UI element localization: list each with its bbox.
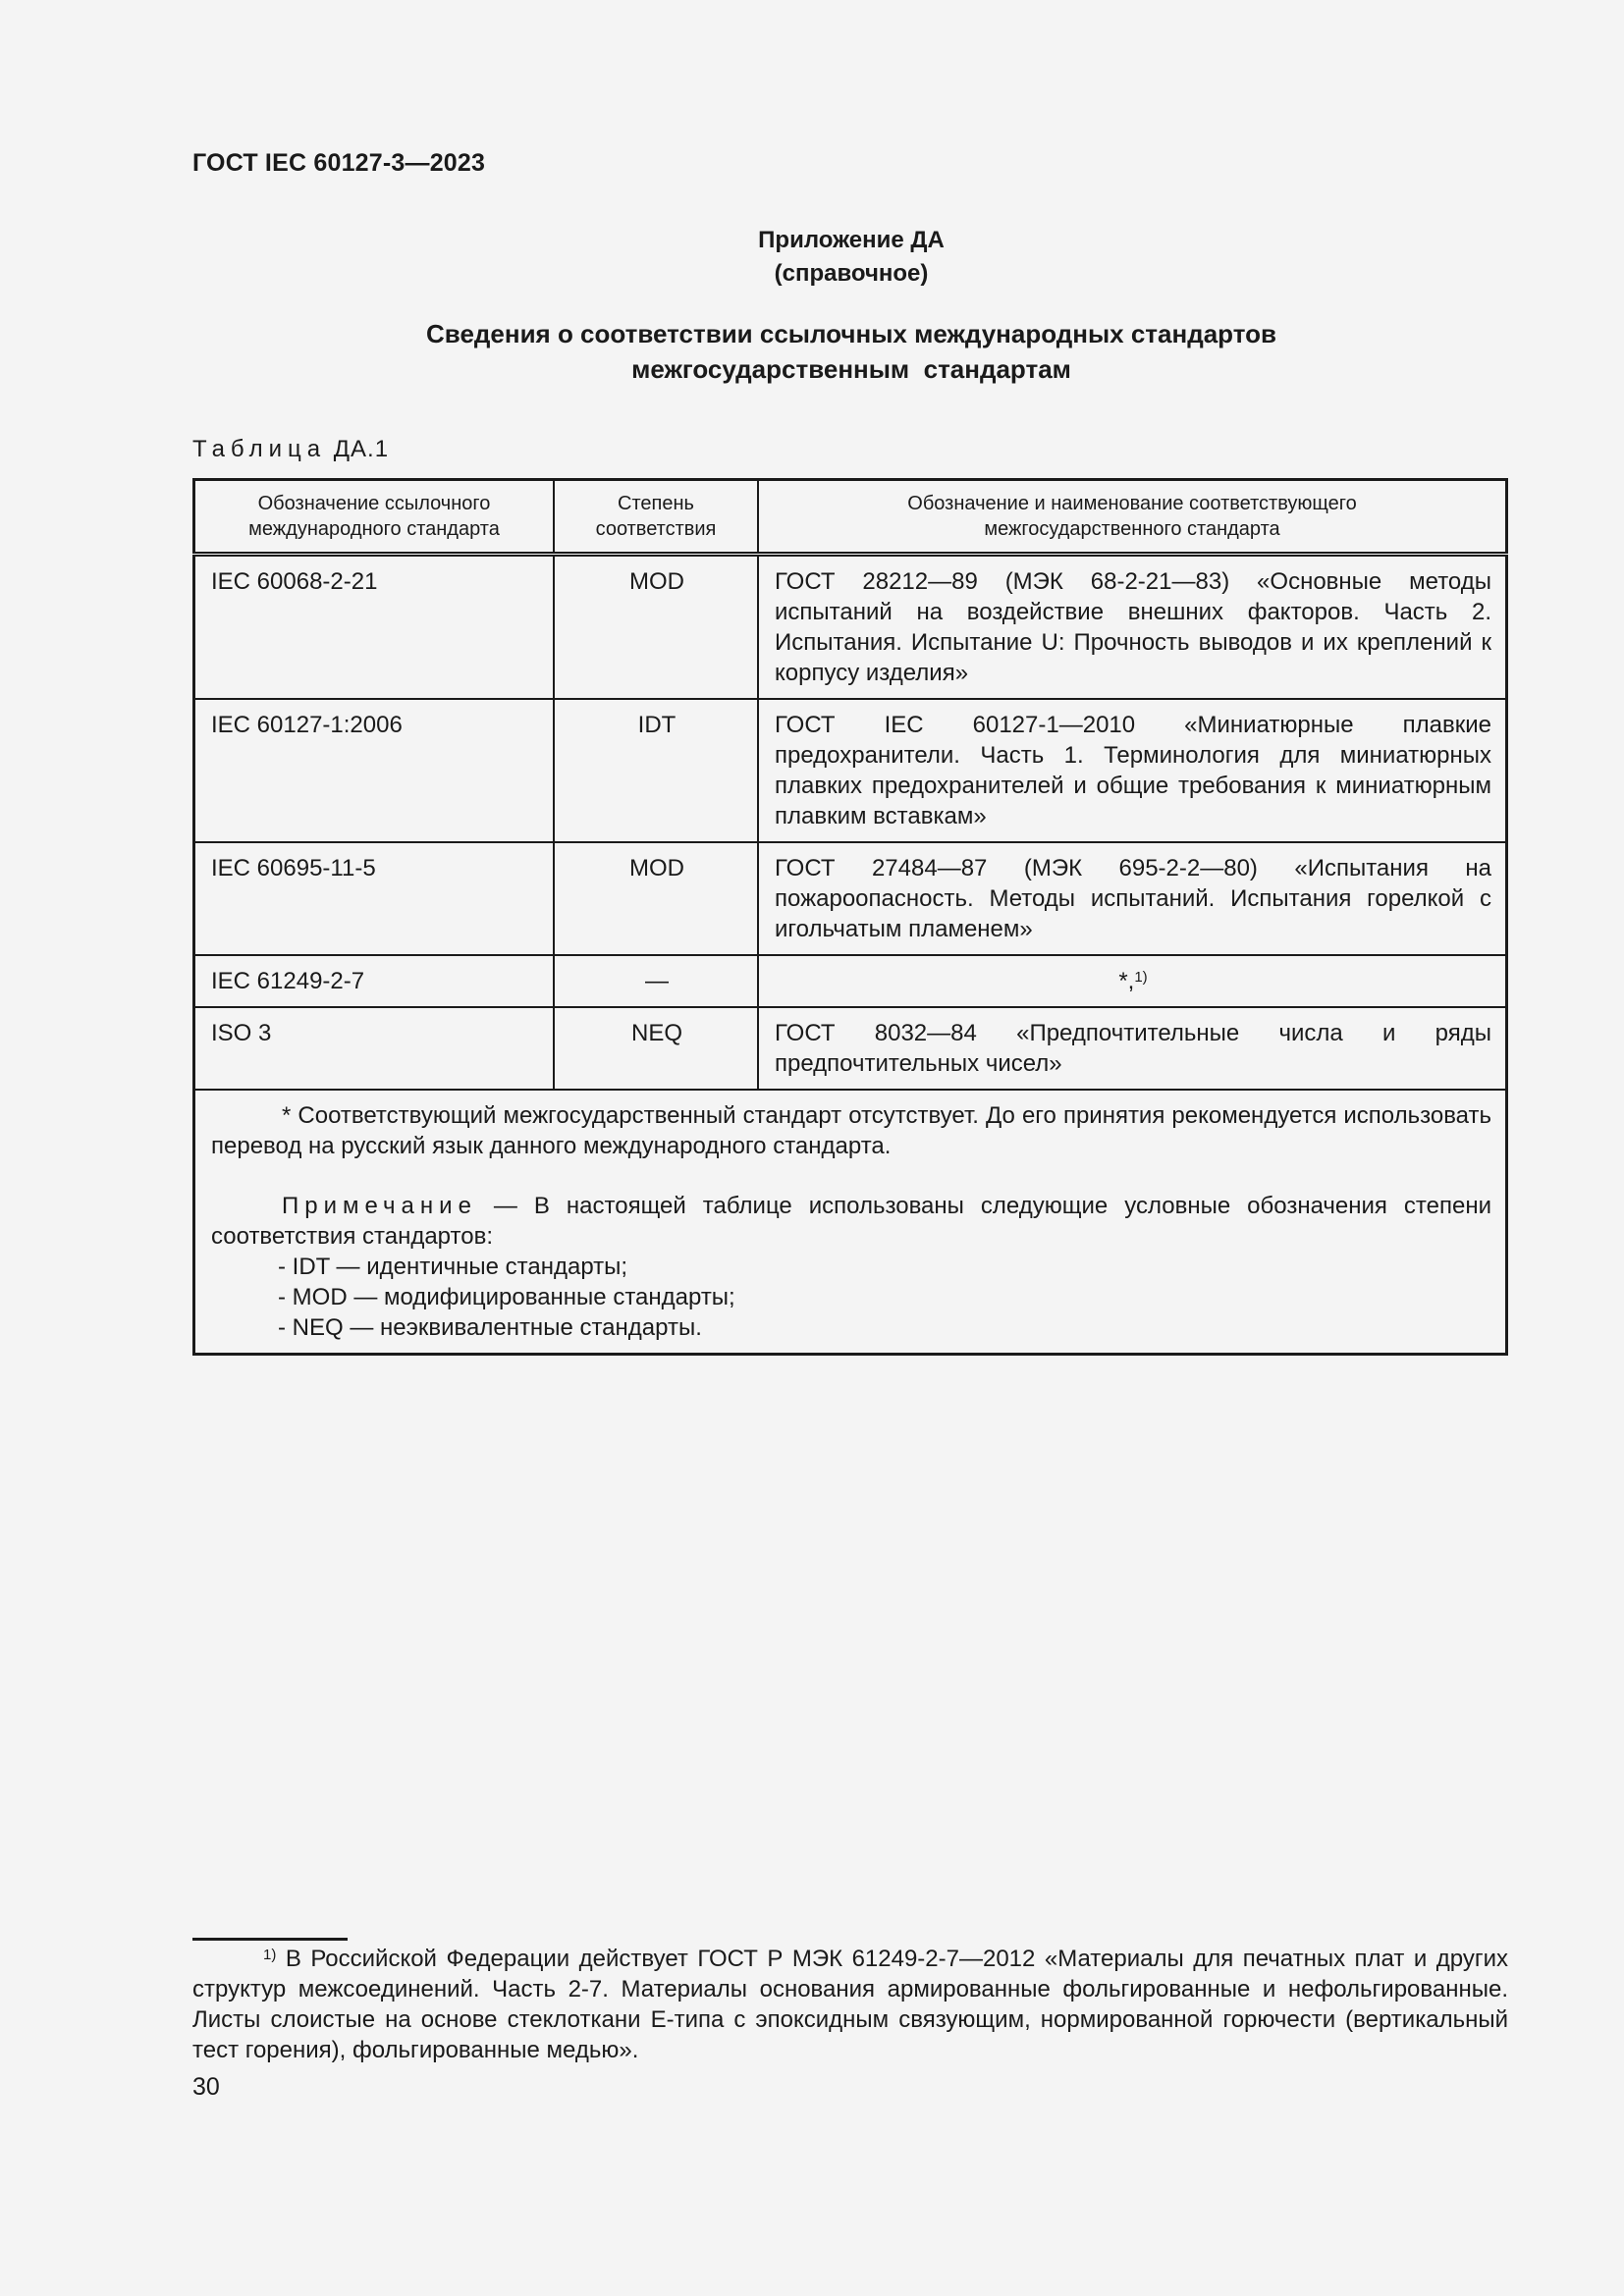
page-number: 30	[192, 2073, 220, 2101]
table-notes-cell	[194, 1090, 1507, 1355]
absent-standard-marker: *,	[1118, 968, 1135, 994]
column-header-interstate-standard	[758, 480, 1507, 555]
section-heading	[0, 316, 1624, 387]
footnote-separator	[192, 1938, 348, 1941]
cell-international-standard: IEC 60068-2-21	[194, 555, 555, 700]
note-label: Примечание	[282, 1193, 477, 1219]
cell-interstate-standard: ГОСТ 28212—89 (МЭК 68-2-21—83) «Основные методы испытаний на воздействие внешних факторов. Часть 2. Испытания. Испытание U: Прочность выводов и их креплений к корпусу изделия»	[758, 555, 1507, 700]
cell-international-standard: ISO 3	[194, 1007, 555, 1090]
standards-table	[192, 478, 1508, 1356]
cell-degree: MOD	[554, 555, 758, 700]
appendix-title: Приложение ДА	[758, 227, 945, 253]
column-header-line: межгосударственного стандарта	[984, 518, 1280, 540]
footnote-reference: 1)	[1134, 969, 1148, 986]
cell-international-standard: IEC 60695-11-5	[194, 842, 555, 955]
footnote-text: В Российской Федерации действует ГОСТ Р МЭК 61249-2-7—2012 «Материалы для печатных плат и других структур межсоединений. Часть 2-7. Материалы основания армированные фольгированные и нефольгированные. Листы слоистые на основе стеклоткани Е-типа с эпоксидным связующим, нормированной горючести (вертикальный тест горения), фольгированные медью».	[192, 1946, 1508, 2063]
table-notes-row	[194, 1090, 1507, 1355]
cell-degree: IDT	[554, 699, 758, 842]
star-note: * Соответствующий межгосударственный стандарт отсутствует. До его принятия рекомендуется использовать перевод на русский язык данного международного стандарта.	[211, 1102, 1491, 1159]
table-row	[194, 955, 1507, 1007]
column-header-international-standard	[194, 480, 555, 555]
table-row	[194, 1007, 1507, 1090]
cell-degree: —	[554, 955, 758, 1007]
column-header-line: международного стандарта	[248, 518, 500, 540]
column-header-line: Обозначение ссылочного	[257, 493, 491, 514]
footnote-marker: 1)	[263, 1947, 277, 1963]
cell-interstate-standard: ГОСТ 8032—84 «Предпочтительные числа и ряды предпочтительных чисел»	[758, 1007, 1507, 1090]
column-header-line: соответствия	[595, 518, 717, 540]
section-heading-line1: Сведения о соответствии ссылочных международных стандартов	[426, 319, 1276, 348]
cell-interstate-standard	[758, 955, 1507, 1007]
note-item: - NEQ — неэквивалентные стандарты.	[278, 1314, 702, 1341]
column-header-line: Степень	[618, 493, 694, 514]
table-caption-word: Таблица	[192, 436, 327, 462]
table-header-row	[194, 480, 1507, 555]
column-header-degree	[554, 480, 758, 555]
footnote	[192, 1944, 1508, 2065]
cell-interstate-standard: ГОСТ 27484—87 (МЭК 695-2-2—80) «Испытания на пожароопасность. Методы испытаний. Испытания горелкой с игольчатым пламенем»	[758, 842, 1507, 955]
table-caption	[192, 436, 389, 463]
notes-spacer	[211, 1161, 1491, 1191]
note-text: — В настоящей таблице использованы следующие условные обозначения степени соответствия стандартов:	[211, 1193, 1491, 1250]
table-row	[194, 555, 1507, 700]
appendix-subtitle: (справочное)	[774, 260, 929, 287]
cell-international-standard: IEC 61249-2-7	[194, 955, 555, 1007]
document-code: ГОСТ IEC 60127-3—2023	[192, 149, 486, 177]
column-header-line: Обозначение и наименование соответствующего	[907, 493, 1357, 514]
note-paragraph	[211, 1191, 1491, 1252]
cell-degree: MOD	[554, 842, 758, 955]
appendix-title-block	[0, 224, 1624, 291]
table-row	[194, 842, 1507, 955]
note-item: - MOD — модифицированные стандарты;	[278, 1284, 735, 1310]
cell-international-standard: IEC 60127-1:2006	[194, 699, 555, 842]
table-row	[194, 699, 1507, 842]
cell-degree: NEQ	[554, 1007, 758, 1090]
note-item: - IDT — идентичные стандарты;	[278, 1254, 628, 1280]
table-caption-number: ДА.1	[333, 436, 390, 462]
cell-interstate-standard: ГОСТ IEC 60127-1—2010 «Миниатюрные плавкие предохранители. Часть 1. Терминология для миниатюрных плавких предохранителей и общие требования к миниатюрным плавким вставкам»	[758, 699, 1507, 842]
section-heading-line2: межгосударственным стандартам	[631, 354, 1071, 384]
